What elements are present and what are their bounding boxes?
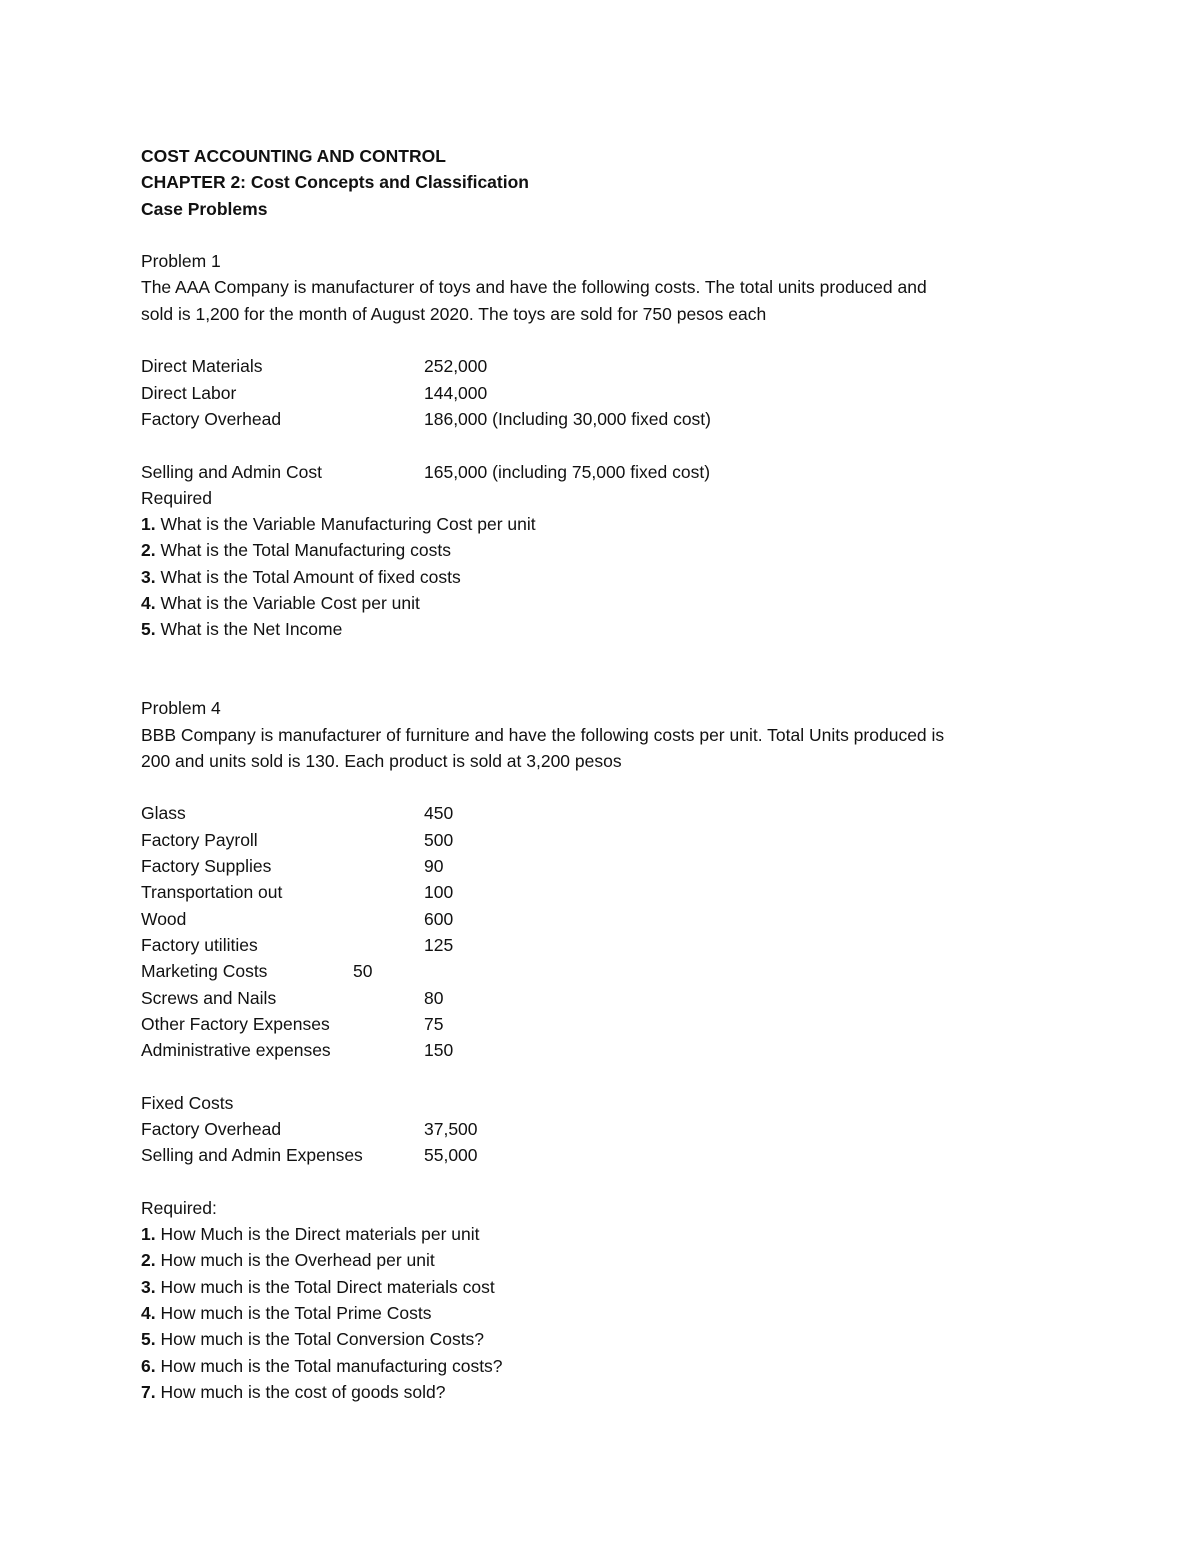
cost-label: Transportation out (141, 882, 283, 903)
cost-label: Factory Overhead (141, 408, 282, 429)
cost-label: Factory Overhead (141, 1118, 282, 1139)
question-number: 3. (141, 1276, 156, 1297)
cost-value: 37,500 (424, 1118, 478, 1139)
problem4-fixed-row (141, 1142, 1081, 1168)
problem4-description-line1: BBB Company is manufacturer of furniture and have the following costs per unit. Total Units produced is (141, 724, 945, 745)
problem1-cost-row (141, 353, 1081, 379)
problem4-cost-row (141, 827, 1081, 853)
problem1-question (141, 564, 1081, 590)
question-text: How much is the cost of goods sold? (155, 1381, 446, 1402)
question-number: 3. (141, 566, 156, 587)
question-text: How Much is the Direct materials per unit (155, 1224, 480, 1245)
chapter-title: CHAPTER 2: Cost Concepts and Classification (141, 172, 529, 193)
question-text: How much is the Total manufacturing costs? (155, 1355, 503, 1376)
cost-value: 165,000 (including 75,000 fixed cost) (424, 461, 711, 482)
cost-value: 600 (424, 908, 454, 929)
problem4-cost-row (141, 906, 1081, 932)
question-text: How much is the Overhead per unit (155, 1250, 435, 1271)
cost-label: Marketing Costs (141, 961, 268, 982)
problem4-cost-row (141, 932, 1081, 958)
problem4-question (141, 1353, 1081, 1379)
problem1-description-line1: The AAA Company is manufacturer of toys and have the following costs. The total units produced and (141, 277, 927, 298)
cost-value: 50 (353, 961, 373, 982)
question-number: 5. (141, 619, 156, 640)
cost-label: Other Factory Expenses (141, 1013, 330, 1034)
problem1-question (141, 511, 1081, 537)
question-text: What is the Total Manufacturing costs (155, 540, 451, 561)
problem4-cost-row (141, 853, 1081, 879)
cost-label: Factory utilities (141, 934, 258, 955)
problem4-cost-row (141, 1011, 1081, 1037)
problem1-title: Problem 1 (141, 251, 221, 272)
question-number: 2. (141, 1250, 156, 1271)
course-title: COST ACCOUNTING AND CONTROL (141, 146, 446, 166)
problem1-required-label: Required (141, 487, 213, 508)
cost-value: 252,000 (424, 356, 488, 377)
cost-value: 144,000 (424, 382, 488, 403)
question-text: How much is the Total Direct materials cost (155, 1276, 495, 1297)
cost-label: Factory Payroll (141, 829, 258, 850)
section-title: Case Problems (141, 198, 268, 219)
problem1-selling-row (141, 459, 1081, 485)
question-text: What is the Variable Cost per unit (155, 593, 420, 614)
problem1-question (141, 537, 1081, 563)
fixed-costs-label: Fixed Costs (141, 1092, 234, 1113)
cost-value: 150 (424, 1040, 454, 1061)
cost-value: 500 (424, 829, 454, 850)
question-text: How much is the Total Conversion Costs? (155, 1329, 485, 1350)
cost-label: Glass (141, 803, 186, 824)
document-content (141, 143, 1081, 1405)
cost-label: Wood (141, 908, 187, 929)
question-number: 4. (141, 1303, 156, 1324)
problem4-cost-row (141, 800, 1081, 826)
cost-value: 90 (424, 856, 444, 877)
problem4-title: Problem 4 (141, 698, 221, 719)
problem4-question (141, 1300, 1081, 1326)
cost-label: Screws and Nails (141, 987, 277, 1008)
problem4-question (141, 1379, 1081, 1405)
problem4-required-label: Required: (141, 1197, 217, 1218)
cost-label: Selling and Admin Expenses (141, 1145, 363, 1166)
question-text: How much is the Total Prime Costs (155, 1303, 432, 1324)
problem4-cost-row (141, 958, 1081, 984)
question-text: What is the Variable Manufacturing Cost per unit (155, 514, 536, 535)
cost-value: 100 (424, 882, 454, 903)
problem1-question (141, 590, 1081, 616)
problem4-fixed-row (141, 1116, 1081, 1142)
problem4-cost-row (141, 985, 1081, 1011)
question-number: 1. (141, 514, 156, 535)
cost-value: 450 (424, 803, 454, 824)
cost-value: 125 (424, 934, 454, 955)
cost-value: 55,000 (424, 1145, 478, 1166)
cost-label: Selling and Admin Cost (141, 461, 322, 482)
cost-label: Administrative expenses (141, 1040, 331, 1061)
problem4-question (141, 1274, 1081, 1300)
cost-label: Factory Supplies (141, 856, 272, 877)
problem4-cost-row (141, 1037, 1081, 1063)
question-number: 5. (141, 1329, 156, 1350)
cost-label: Direct Labor (141, 382, 237, 403)
question-text: What is the Total Amount of fixed costs (155, 566, 461, 587)
question-text: What is the Net Income (155, 619, 343, 640)
question-number: 1. (141, 1224, 156, 1245)
problem4-question (141, 1247, 1081, 1273)
cost-value: 80 (424, 987, 444, 1008)
problem1-cost-row (141, 406, 1081, 432)
problem4-question (141, 1326, 1081, 1352)
problem4-cost-row (141, 879, 1081, 905)
question-number: 6. (141, 1355, 156, 1376)
problem4-description-line2: 200 and units sold is 130. Each product is sold at 3,200 pesos (141, 750, 622, 771)
cost-value: 186,000 (Including 30,000 fixed cost) (424, 408, 711, 429)
question-number: 2. (141, 540, 156, 561)
problem1-question (141, 616, 1081, 642)
question-number: 7. (141, 1381, 156, 1402)
cost-value: 75 (424, 1013, 444, 1034)
question-number: 4. (141, 593, 156, 614)
problem1-cost-row (141, 380, 1081, 406)
cost-label: Direct Materials (141, 356, 263, 377)
problem1-description-line2: sold is 1,200 for the month of August 2020. The toys are sold for 750 pesos each (141, 303, 767, 324)
problem4-question (141, 1221, 1081, 1247)
